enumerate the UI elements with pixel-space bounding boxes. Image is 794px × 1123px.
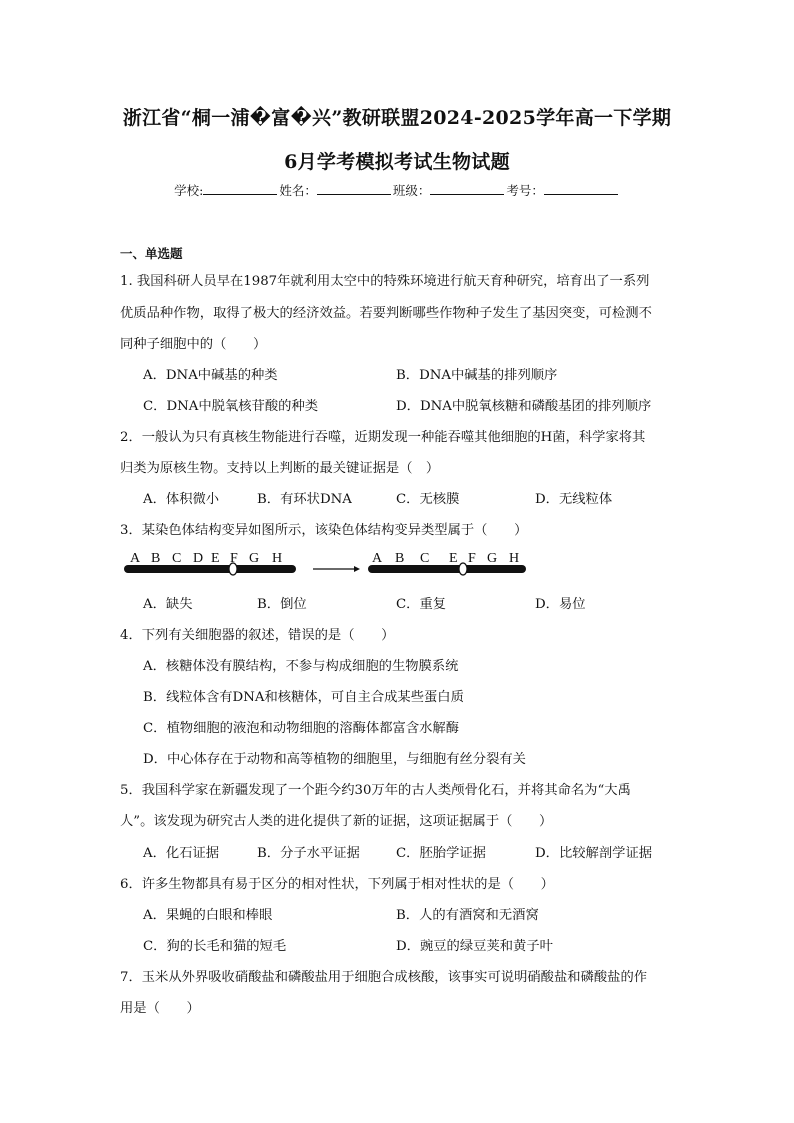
question-2-option-d[interactable]: D．无线粒体	[535, 492, 613, 507]
question-6-option-a[interactable]: A．果蝇的白眼和棒眼	[143, 908, 273, 923]
chromosome-left-gene-a: A	[130, 551, 141, 566]
question-5-line-1: 5．我国科学家在新疆发现了一个距今约30万年的古人类颅骨化石，并将其命名为“大禹	[120, 783, 631, 798]
question-2-option-a[interactable]: A．体积微小	[143, 492, 220, 507]
question-3-option-a[interactable]: A．缺失	[143, 597, 193, 612]
chromosome-left-gene-b: B	[151, 551, 161, 566]
question-6-line-1: 6．许多生物都具有易于区分的相对性状，下列属于相对性状的是（ ）	[120, 877, 554, 892]
chromosome-right-gene-a: A	[372, 551, 383, 566]
class-blank[interactable]	[430, 182, 504, 195]
chromosome-right-gene-f: F	[468, 551, 476, 566]
question-5-option-b[interactable]: B．分子水平证据	[257, 846, 360, 861]
chromosome-left-gene-e: E	[211, 551, 220, 566]
chromosome-right	[368, 551, 526, 575]
name-blank[interactable]	[317, 182, 391, 195]
question-5-option-d[interactable]: D．比较解剖学证据	[535, 846, 653, 861]
chromosome-right-gene-b: B	[395, 551, 405, 566]
question-7-line-1: 7．玉米从外界吸收硝酸盐和磷酸盐用于细胞合成核酸，该事实可说明硝酸盐和磷酸盐的作	[120, 970, 648, 985]
exam-number-label: 考号：	[506, 183, 544, 198]
question-4-line-1: 4．下列有关细胞器的叙述，错误的是（ ）	[120, 628, 395, 643]
class-label: 班级：	[392, 183, 431, 198]
name-label: 姓名：	[279, 183, 317, 198]
question-3-option-d[interactable]: D．易位	[535, 597, 586, 612]
question-2-line-1: 2．一般认为只有真核生物能进行吞噬，近期发现一种能吞噬其他细胞的H菌，科学家将其	[120, 430, 646, 445]
question-1-option-a[interactable]: A．DNA中碱基的种类	[143, 368, 278, 383]
exam-title-line1: 浙江省“桐一浦�富�兴”教研联盟2024-2025学年高一下学期	[122, 107, 672, 129]
question-6-option-c[interactable]: C．狗的长毛和猫的短毛	[143, 939, 287, 954]
chromosome-right-gene-c: C	[420, 551, 430, 566]
chromosome-left-gene-c: C	[172, 551, 182, 566]
question-4-option-d[interactable]: D．中心体存在于动物和高等植物的细胞里，与细胞有丝分裂有关	[143, 752, 526, 767]
question-6-option-b[interactable]: B．人的有酒窝和无酒窝	[396, 908, 539, 923]
chromosome-left	[124, 551, 296, 575]
question-5-option-a[interactable]: A．化石证据	[143, 846, 220, 861]
question-2-option-c[interactable]: C．无核膜	[396, 492, 460, 507]
question-1-option-c[interactable]: C．DNA中脱氧核苷酸的种类	[143, 399, 319, 414]
exam-title-line2: 6月学考模拟考试生物试题	[284, 151, 510, 173]
question-4-option-b[interactable]: B．线粒体含有DNA和核糖体，可自主合成某些蛋白质	[143, 690, 464, 705]
question-1-option-b[interactable]: B．DNA中碱基的排列顺序	[396, 368, 558, 383]
question-5-option-c[interactable]: C．胚胎学证据	[396, 846, 486, 861]
question-3-line-1: 3．某染色体结构变异如图所示，该染色体结构变异类型属于（ ）	[120, 523, 528, 538]
chromosome-left-gene-g: G	[249, 551, 260, 566]
question-6-option-d[interactable]: D．豌豆的绿豆荚和黄子叶	[396, 939, 553, 954]
question-7-line-2: 用是（ ）	[120, 1001, 200, 1016]
school-label: 学校:	[174, 183, 204, 198]
exam-number-blank[interactable]	[544, 182, 618, 195]
question-1-line-2: 优质品种作物，取得了极大的经济效益。若要判断哪些作物种子发生了基因突变，可检测不	[120, 306, 652, 321]
question-3-option-b[interactable]: B．倒位	[257, 597, 307, 612]
chromosome-left-gene-f: F	[230, 551, 238, 566]
student-info-row	[0, 181, 794, 199]
chromosome-right-gene-h: H	[509, 551, 520, 566]
question-2-line-2: 归类为原核生物。支持以上判断的最关键证据是（ ）	[120, 461, 440, 476]
arrow-icon	[313, 566, 360, 572]
chromosome-figure	[118, 545, 538, 585]
chromosome-right-gene-e: E	[449, 551, 458, 566]
question-1-line-3: 同种子细胞中的（ ）	[120, 337, 267, 352]
question-2-option-b[interactable]: B．有环状DNA	[257, 492, 352, 507]
question-1-option-d[interactable]: D．DNA中脱氧核糖和磷酸基团的排列顺序	[396, 399, 652, 414]
question-4-option-c[interactable]: C．植物细胞的液泡和动物细胞的溶酶体都富含水解酶	[143, 721, 460, 736]
question-1-line-1: 1. 我国科研人员早在1987年就利用太空中的特殊环境进行航天育种研究，培育出了一系列	[120, 274, 650, 289]
question-4-option-a[interactable]: A．核糖体没有膜结构，不参与构成细胞的生物膜系统	[143, 659, 459, 674]
chromosome-left-gene-d: D	[193, 551, 204, 566]
section-title: 一、单选题	[120, 246, 183, 261]
question-3-option-c[interactable]: C．重复	[396, 597, 447, 612]
school-blank[interactable]	[203, 182, 277, 195]
chromosome-left-gene-h: H	[272, 551, 283, 566]
question-5-line-2: 人”。该发现为研究古人类的进化提供了新的证据，这项证据属于（ ）	[120, 814, 553, 829]
chromosome-right-gene-g: G	[487, 551, 498, 566]
